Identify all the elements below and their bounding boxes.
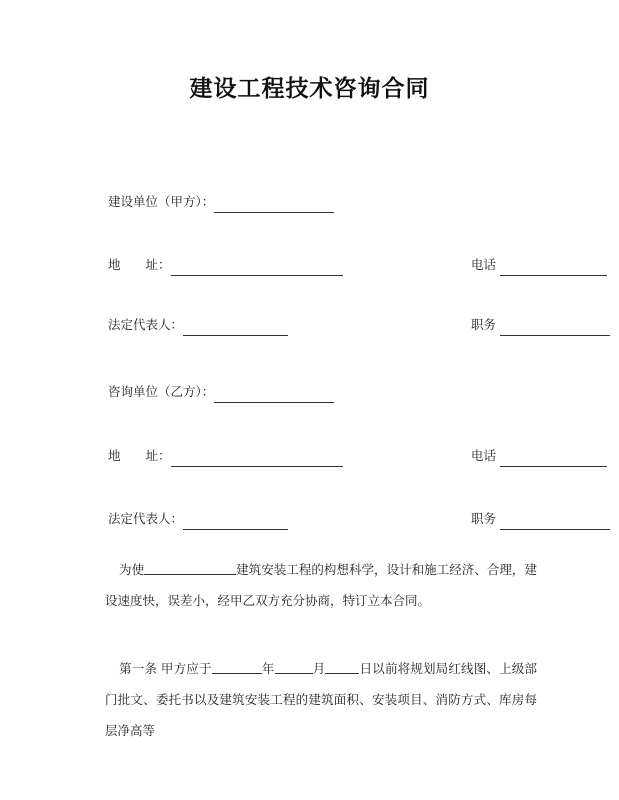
party-a-address-blank[interactable] <box>171 260 343 276</box>
party-b-legal-rep-blank[interactable] <box>183 514 288 530</box>
article-one-paragraph-text-5: 月 <box>312 662 326 676</box>
article-one-paragraph-text-1: 第一条 甲方应于 <box>119 662 212 676</box>
party-a-legal-rep-label: 法定代表人： <box>108 318 184 332</box>
field-row-party-b-unit <box>108 381 548 403</box>
party-a-address-secondary-blank[interactable] <box>500 260 607 276</box>
party-a-legal-rep-secondary-label: 职务 <box>471 318 497 332</box>
preamble-paragraph <box>105 555 537 617</box>
article-one-paragraph-text-3: 年 <box>261 662 275 676</box>
party-b-legal-rep-label: 法定代表人： <box>108 512 184 526</box>
party-a-address-secondary-label: 电话 <box>471 258 497 272</box>
article-one-paragraph-blank-2[interactable] <box>212 659 262 674</box>
party-a-unit-label: 建设单位（甲方）： <box>108 195 215 209</box>
article-one-paragraph <box>105 654 537 747</box>
party-b-address-secondary-blank[interactable] <box>500 451 607 467</box>
party-b-address-secondary-label: 电话 <box>471 449 497 463</box>
party-a-unit-blank[interactable] <box>214 197 334 213</box>
party-b-address-blank[interactable] <box>171 451 343 467</box>
party-b-legal-rep-secondary-blank[interactable] <box>500 514 610 530</box>
party-a-legal-rep-secondary-blank[interactable] <box>500 320 610 336</box>
page-title: 建设工程技术咨询合同 <box>189 76 430 101</box>
party-b-address-secondary-group <box>471 445 607 467</box>
field-row-party-b-legal-rep <box>108 508 548 530</box>
field-row-party-a-address <box>108 254 548 276</box>
article-one-paragraph-blank-6[interactable] <box>325 659 359 674</box>
party-b-legal-rep-secondary-group <box>471 508 610 530</box>
party-b-unit-label: 咨询单位（乙方）： <box>108 385 215 399</box>
party-a-legal-rep-secondary-group <box>471 314 610 336</box>
preamble-paragraph-text-1: 为使 <box>119 563 145 577</box>
party-a-address-label: 地 址： <box>108 258 171 272</box>
field-row-party-b-address <box>108 445 548 467</box>
preamble-paragraph-text-3: 建筑安装工程的构想科学，设计和施工经济、合理，建设速度快，误差小，经甲乙双方充分协商，特订立本合同。 <box>105 563 537 608</box>
party-b-address-label: 地 址： <box>108 449 171 463</box>
party-a-address-secondary-group <box>471 254 607 276</box>
article-one-paragraph-blank-4[interactable] <box>275 659 313 674</box>
preamble-paragraph-blank-2[interactable] <box>144 560 236 575</box>
field-row-party-a-unit <box>108 191 548 213</box>
party-b-legal-rep-secondary-label: 职务 <box>471 512 497 526</box>
field-row-party-a-legal-rep <box>108 314 548 336</box>
party-b-unit-blank[interactable] <box>214 387 334 403</box>
party-a-legal-rep-blank[interactable] <box>183 320 288 336</box>
article-one-paragraph-text-7: 日以前将规划局红线图、上级部门批文、委托书以及建筑安装工程的建筑面积、安装项目、消防方式、库房每层净高等 <box>105 662 537 738</box>
